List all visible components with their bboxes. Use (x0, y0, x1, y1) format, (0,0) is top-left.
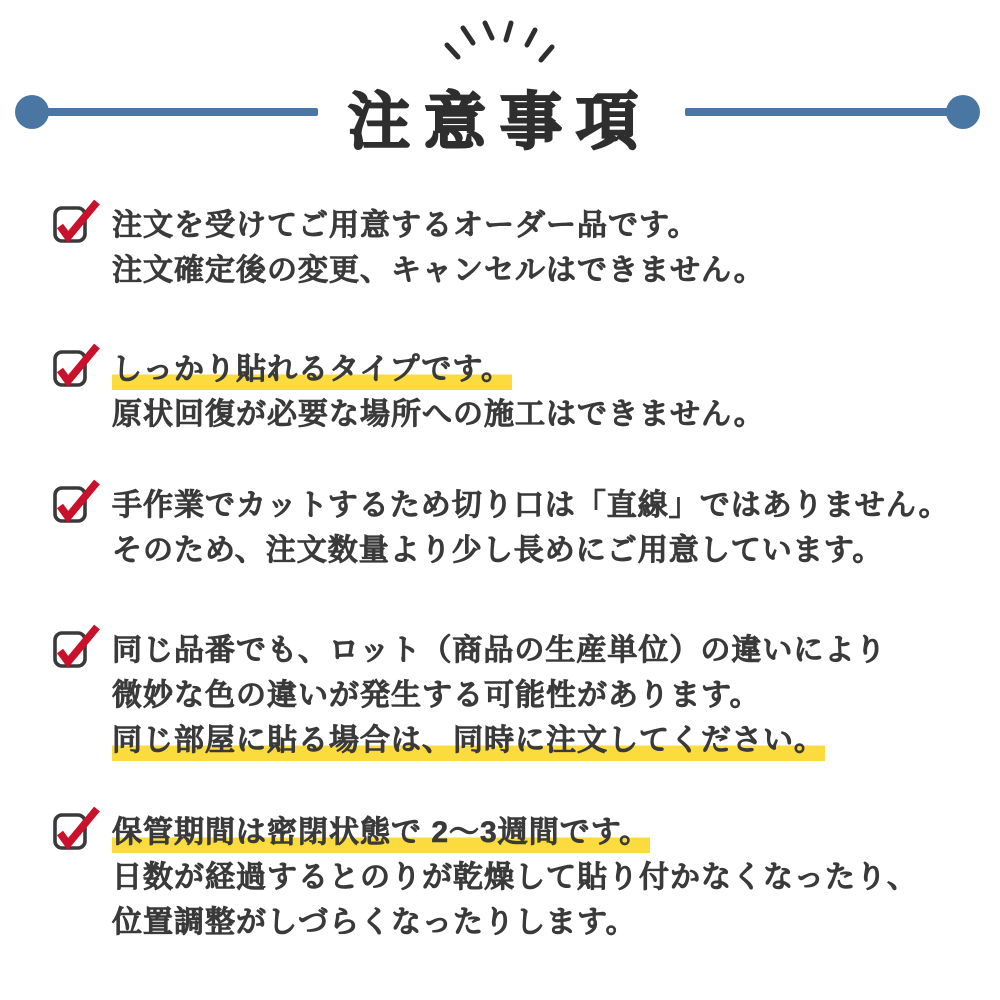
title-divider-dot-left (15, 95, 49, 129)
notice-item (112, 628, 886, 763)
notice-line-text: 日数が経過するとのりが乾燥して貼り付かなくなったり、 (112, 861, 918, 894)
highlighted-text: 同じ部屋に貼る場合は、同時に注文してください。 (112, 724, 825, 761)
highlighted-text: しっかり貼れるタイプです。 (112, 353, 512, 390)
checkbox-checked-icon (52, 476, 102, 528)
checkbox-checked-icon (52, 621, 102, 673)
notice-line-text: 位置調整がしづらくなったりします。 (112, 906, 637, 939)
notice-item (112, 810, 918, 945)
title-divider-dot-right (946, 95, 980, 129)
title-divider-line-right (685, 108, 952, 116)
page-title: 注意事項 (347, 88, 653, 157)
emphasis-burst-icon (430, 8, 570, 70)
notice-item (112, 483, 950, 573)
notice-line-text: 手作業でカットするため切り口は「直線」ではありません。 (112, 489, 950, 522)
highlighted-text: 保管期間は密閉状態で 2～3週間です。 (112, 816, 650, 853)
notice-line-text: 注文確定後の変更、キャンセルはできません。 (112, 254, 765, 287)
notice-item (112, 347, 765, 437)
notice-line-text: そのため、注文数量より少し長めにご用意しています。 (112, 534, 884, 567)
title-divider-line-left (45, 108, 318, 116)
checkbox-checked-icon (52, 803, 102, 855)
notice-line-text: 原状回復が必要な場所への施工はできません。 (112, 398, 765, 431)
notice-line-text: 注文を受けてご用意するオーダー品です。 (112, 209, 699, 242)
checkbox-checked-icon (52, 196, 102, 248)
notice-line-text: 微妙な色の違いが発生する可能性があります。 (112, 679, 761, 712)
checkbox-checked-icon (52, 340, 102, 392)
notice-item (112, 203, 765, 293)
notice-line-text: 同じ品番でも、ロット（商品の生産単位）の違いにより (112, 634, 887, 667)
